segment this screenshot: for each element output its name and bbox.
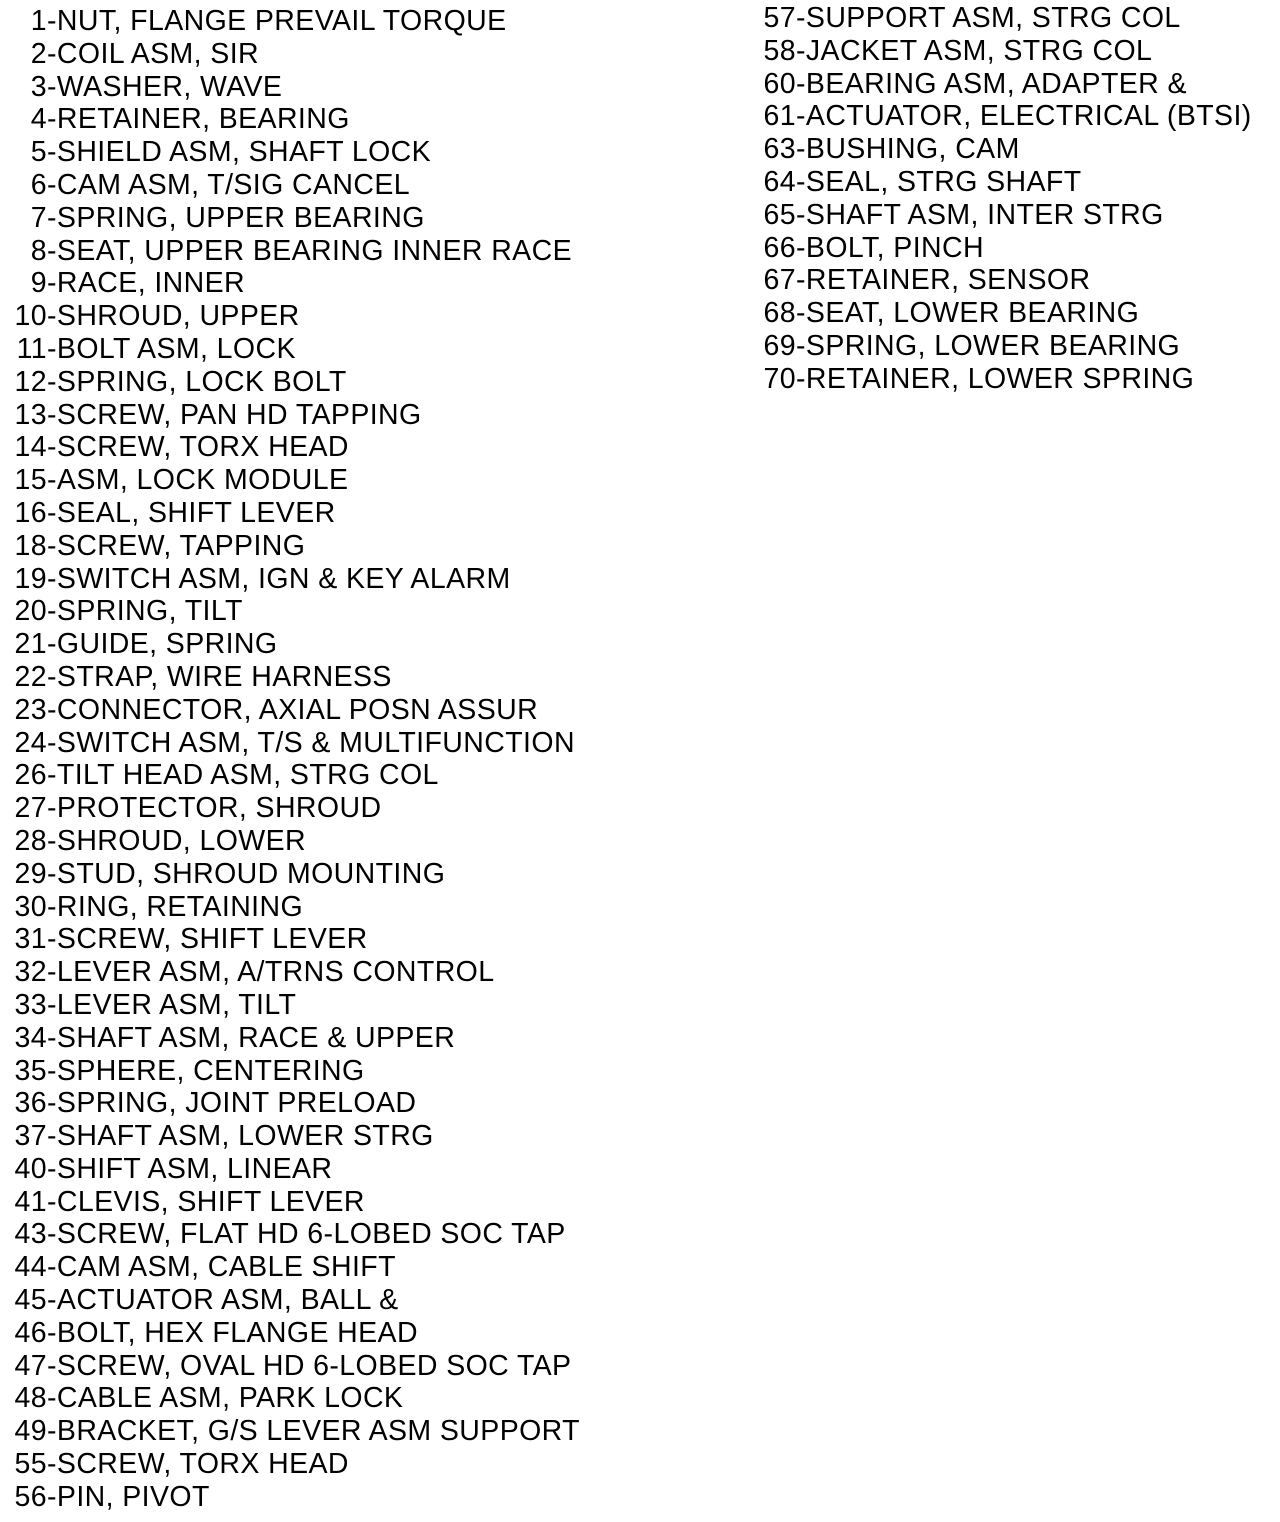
- part-list-item: [6, 792, 706, 825]
- part-number: 7: [30, 201, 47, 234]
- part-separator: -: [47, 660, 57, 693]
- part-description: ACTUATOR ASM, BALL &: [56, 1284, 399, 1317]
- part-description: SCREW, TORX HEAD: [56, 1448, 349, 1481]
- part-description: SEAL, SHIFT LEVER: [56, 496, 336, 529]
- part-separator: -: [796, 231, 806, 264]
- part-description: BOLT ASM, LOCK: [56, 332, 296, 365]
- part-number: 32: [14, 956, 47, 989]
- part-description: SPRING, UPPER BEARING: [56, 201, 425, 234]
- part-separator: -: [47, 234, 57, 267]
- part-list-item: [6, 1382, 706, 1415]
- part-number: 41: [14, 1185, 47, 1218]
- part-separator: -: [47, 1087, 57, 1120]
- part-number: 21: [14, 628, 47, 661]
- part-list-item: [6, 1186, 706, 1219]
- part-number: 33: [14, 988, 47, 1021]
- part-separator: -: [796, 198, 806, 231]
- part-separator: -: [47, 1218, 57, 1251]
- part-separator: -: [47, 1120, 57, 1153]
- part-number: 55: [14, 1448, 47, 1481]
- part-description: TILT HEAD ASM, STRG COL: [56, 759, 439, 792]
- part-description: CAM ASM, CABLE SHIFT: [56, 1251, 396, 1284]
- part-separator: -: [796, 329, 806, 362]
- part-list-item: [6, 1350, 706, 1383]
- part-separator: -: [796, 165, 806, 198]
- part-list-item: [6, 136, 706, 169]
- part-separator: -: [47, 595, 57, 628]
- part-separator: -: [47, 1185, 57, 1218]
- part-separator: -: [47, 332, 57, 365]
- part-description: PIN, PIVOT: [56, 1480, 210, 1513]
- part-list-item: [752, 166, 1280, 199]
- part-description: RETAINER, LOWER SPRING: [805, 362, 1195, 395]
- part-list-item: [6, 300, 706, 333]
- part-separator: -: [47, 890, 57, 923]
- part-separator: -: [47, 693, 57, 726]
- part-description: BEARING ASM, ADAPTER &: [805, 67, 1187, 100]
- part-list-item: [6, 366, 706, 399]
- part-list-item: [6, 399, 706, 432]
- part-separator: -: [47, 431, 57, 464]
- part-list-item: [752, 264, 1280, 297]
- part-number: 70: [763, 362, 796, 395]
- part-number: 13: [14, 398, 47, 431]
- part-number: 63: [763, 133, 796, 166]
- part-number: 45: [14, 1284, 47, 1317]
- part-list-item: [6, 1317, 706, 1350]
- part-number: 57: [763, 2, 796, 34]
- part-list-item: [6, 169, 706, 202]
- part-separator: -: [47, 136, 57, 169]
- part-description: SCREW, SHIFT LEVER: [56, 923, 368, 956]
- part-number: 65: [763, 198, 796, 231]
- part-separator: -: [796, 2, 806, 34]
- part-description: BOLT, PINCH: [805, 231, 984, 264]
- part-list-item: [6, 530, 706, 563]
- part-separator: -: [796, 133, 806, 166]
- part-number: 26: [14, 759, 47, 792]
- part-separator: -: [796, 34, 806, 67]
- part-description: SWITCH ASM, IGN & KEY ALARM: [56, 562, 511, 595]
- part-description: SUPPORT ASM, STRG COL: [805, 2, 1181, 34]
- part-description: RETAINER, BEARING: [56, 103, 350, 136]
- part-number: 46: [14, 1316, 47, 1349]
- part-list-item: [6, 267, 706, 300]
- part-list-item: [752, 2, 1280, 35]
- part-description: ASM, LOCK MODULE: [56, 464, 349, 497]
- part-separator: -: [47, 1284, 57, 1317]
- part-list-item: [6, 1284, 706, 1317]
- part-description: CONNECTOR, AXIAL POSN ASSUR: [56, 693, 539, 726]
- part-separator: -: [47, 5, 57, 37]
- part-number: 27: [14, 792, 47, 825]
- part-list-item: [6, 694, 706, 727]
- part-description: SPHERE, CENTERING: [56, 1054, 365, 1087]
- part-separator: -: [796, 362, 806, 395]
- part-list-item: [6, 497, 706, 530]
- part-description: PROTECTOR, SHROUD: [56, 792, 382, 825]
- part-list-item: [6, 923, 706, 956]
- part-list-item: [6, 1448, 706, 1481]
- part-description: RACE, INNER: [56, 267, 245, 300]
- part-list-item: [6, 1153, 706, 1186]
- part-number: 31: [14, 923, 47, 956]
- part-number: 40: [14, 1152, 47, 1185]
- part-description: CABLE ASM, PARK LOCK: [56, 1382, 404, 1415]
- part-separator: -: [47, 1349, 57, 1382]
- part-number: 9: [30, 267, 47, 300]
- part-number: 37: [14, 1120, 47, 1153]
- part-number: 35: [14, 1054, 47, 1087]
- part-number: 5: [30, 136, 47, 169]
- part-number: 20: [14, 595, 47, 628]
- part-number: 23: [14, 693, 47, 726]
- part-description: CLEVIS, SHIFT LEVER: [56, 1185, 365, 1218]
- part-number: 4: [30, 103, 47, 136]
- part-list-item: [6, 1415, 706, 1448]
- part-number: 28: [14, 824, 47, 857]
- part-number: 56: [14, 1480, 47, 1513]
- part-description: SEAL, STRG SHAFT: [805, 165, 1082, 198]
- part-list-item: [6, 333, 706, 366]
- part-description: GUIDE, SPRING: [56, 628, 278, 661]
- part-description: BOLT, HEX FLANGE HEAD: [56, 1316, 418, 1349]
- part-number: 29: [14, 857, 47, 890]
- part-number: 64: [763, 165, 796, 198]
- part-list-item: [6, 38, 706, 71]
- part-description: LEVER ASM, TILT: [56, 988, 297, 1021]
- part-description: CAM ASM, T/SIG CANCEL: [56, 168, 411, 201]
- part-number: 12: [14, 365, 47, 398]
- part-description: COIL ASM, SIR: [56, 37, 260, 70]
- part-description: RING, RETAINING: [56, 890, 304, 923]
- part-number: 58: [763, 34, 796, 67]
- part-separator: -: [47, 1251, 57, 1284]
- part-number: 6: [30, 168, 47, 201]
- part-description: SPRING, LOWER BEARING: [805, 329, 1181, 362]
- part-number: 30: [14, 890, 47, 923]
- part-description: SHIFT ASM, LINEAR: [56, 1152, 333, 1185]
- part-separator: -: [47, 464, 57, 497]
- part-description: SHROUD, LOWER: [56, 824, 306, 857]
- part-list-item: [6, 563, 706, 596]
- part-separator: -: [47, 988, 57, 1021]
- part-number: 8: [30, 234, 47, 267]
- part-list-item: [6, 5, 706, 38]
- parts-list-left-column: [6, 5, 706, 1514]
- part-separator: -: [47, 300, 57, 333]
- part-number: 24: [14, 726, 47, 759]
- part-separator: -: [47, 168, 57, 201]
- part-description: SEAT, LOWER BEARING: [805, 297, 1140, 330]
- part-description: SCREW, OVAL HD 6-LOBED SOC TAP: [56, 1349, 572, 1382]
- part-list-item: [6, 825, 706, 858]
- part-separator: -: [796, 67, 806, 100]
- part-separator: -: [47, 824, 57, 857]
- part-separator: -: [47, 923, 57, 956]
- part-list-item: [752, 297, 1280, 330]
- part-separator: -: [47, 1382, 57, 1415]
- part-separator: -: [796, 264, 806, 297]
- part-separator: -: [47, 956, 57, 989]
- part-separator: -: [47, 529, 57, 562]
- part-description: SPRING, LOCK BOLT: [56, 365, 347, 398]
- parts-list-right-column: [752, 2, 1280, 396]
- part-list-item: [6, 891, 706, 924]
- part-description: BRACKET, G/S LEVER ASM SUPPORT: [56, 1415, 580, 1448]
- part-list-item: [6, 1218, 706, 1251]
- part-separator: -: [796, 297, 806, 330]
- part-number: 22: [14, 660, 47, 693]
- part-number: 19: [14, 562, 47, 595]
- part-description: SEAT, UPPER BEARING INNER RACE: [56, 234, 572, 267]
- part-description: RETAINER, SENSOR: [805, 264, 1091, 297]
- part-separator: -: [47, 1415, 57, 1448]
- part-list-item: [752, 232, 1280, 265]
- part-separator: -: [47, 1152, 57, 1185]
- part-number: 15: [14, 464, 47, 497]
- part-number: 60: [763, 67, 796, 100]
- part-description: SHAFT ASM, LOWER STRG: [56, 1120, 434, 1153]
- part-separator: -: [47, 365, 57, 398]
- part-separator: -: [47, 628, 57, 661]
- part-list-item: [6, 1481, 706, 1514]
- part-description: BUSHING, CAM: [805, 133, 1020, 166]
- part-number: 68: [763, 297, 796, 330]
- part-number: 3: [30, 70, 47, 103]
- part-separator: -: [47, 1021, 57, 1054]
- part-separator: -: [47, 726, 57, 759]
- part-list-item: [6, 235, 706, 268]
- part-list-item: [752, 68, 1280, 101]
- part-number: 66: [763, 231, 796, 264]
- part-description: SHIELD ASM, SHAFT LOCK: [56, 136, 432, 169]
- part-description: ACTUATOR, ELECTRICAL (BTSI): [805, 100, 1252, 133]
- part-separator: -: [47, 562, 57, 595]
- part-list-item: [6, 464, 706, 497]
- part-list-item: [6, 202, 706, 235]
- part-list-item: [752, 330, 1280, 363]
- part-separator: -: [47, 1448, 57, 1481]
- part-description: LEVER ASM, A/TRNS CONTROL: [56, 956, 495, 989]
- part-list-item: [6, 103, 706, 136]
- part-list-item: [6, 727, 706, 760]
- part-separator: -: [47, 398, 57, 431]
- part-separator: -: [796, 100, 806, 133]
- part-description: STUD, SHROUD MOUNTING: [56, 857, 446, 890]
- part-number: 47: [14, 1349, 47, 1382]
- part-number: 36: [14, 1087, 47, 1120]
- part-separator: -: [47, 1480, 57, 1513]
- part-description: SCREW, TORX HEAD: [56, 431, 349, 464]
- part-separator: -: [47, 496, 57, 529]
- part-list-item: [6, 595, 706, 628]
- part-description: SHAFT ASM, RACE & UPPER: [56, 1021, 456, 1054]
- part-description: NUT, FLANGE PREVAIL TORQUE: [56, 5, 507, 37]
- part-number: 34: [14, 1021, 47, 1054]
- part-separator: -: [47, 103, 57, 136]
- part-description: SWITCH ASM, T/S & MULTIFUNCTION: [56, 726, 575, 759]
- part-description: SCREW, FLAT HD 6-LOBED SOC TAP: [56, 1218, 566, 1251]
- part-number: 49: [14, 1415, 47, 1448]
- part-list-item: [752, 363, 1280, 396]
- part-list-item: [6, 628, 706, 661]
- part-number: 11: [16, 332, 47, 365]
- part-number: 1: [30, 5, 47, 37]
- part-number: 67: [763, 264, 796, 297]
- part-list-item: [752, 199, 1280, 232]
- part-description: SPRING, JOINT PRELOAD: [56, 1087, 417, 1120]
- part-list-item: [752, 35, 1280, 68]
- part-list-item: [6, 759, 706, 792]
- part-list-item: [6, 1087, 706, 1120]
- part-number: 61: [763, 100, 796, 133]
- part-list-item: [6, 71, 706, 104]
- part-separator: -: [47, 70, 57, 103]
- part-number: 2: [30, 37, 47, 70]
- part-list-item: [752, 133, 1280, 166]
- part-list-item: [752, 100, 1280, 133]
- part-separator: -: [47, 1054, 57, 1087]
- part-separator: -: [47, 201, 57, 234]
- part-separator: -: [47, 857, 57, 890]
- part-separator: -: [47, 792, 57, 825]
- part-separator: -: [47, 267, 57, 300]
- part-description: STRAP, WIRE HARNESS: [56, 660, 392, 693]
- part-number: 43: [14, 1218, 47, 1251]
- part-list-item: [6, 858, 706, 891]
- part-list-item: [6, 661, 706, 694]
- part-separator: -: [47, 759, 57, 792]
- part-number: 14: [14, 431, 47, 464]
- part-description: SPRING, TILT: [56, 595, 243, 628]
- part-description: WASHER, WAVE: [56, 70, 283, 103]
- part-number: 10: [14, 300, 47, 333]
- part-number: 18: [14, 529, 47, 562]
- part-list-item: [6, 956, 706, 989]
- part-list-item: [6, 989, 706, 1022]
- part-list-item: [6, 1251, 706, 1284]
- part-description: SHAFT ASM, INTER STRG: [805, 198, 1164, 231]
- part-number: 16: [14, 496, 47, 529]
- part-number: 48: [14, 1382, 47, 1415]
- part-list-item: [6, 431, 706, 464]
- part-list-item: [6, 1055, 706, 1088]
- part-separator: -: [47, 37, 57, 70]
- part-description: SCREW, TAPPING: [56, 529, 306, 562]
- part-separator: -: [47, 1316, 57, 1349]
- part-description: SHROUD, UPPER: [56, 300, 300, 333]
- part-number: 44: [14, 1251, 47, 1284]
- part-list-item: [6, 1022, 706, 1055]
- part-description: JACKET ASM, STRG COL: [805, 34, 1153, 67]
- part-list-item: [6, 1120, 706, 1153]
- part-number: 69: [763, 329, 796, 362]
- part-description: SCREW, PAN HD TAPPING: [56, 398, 422, 431]
